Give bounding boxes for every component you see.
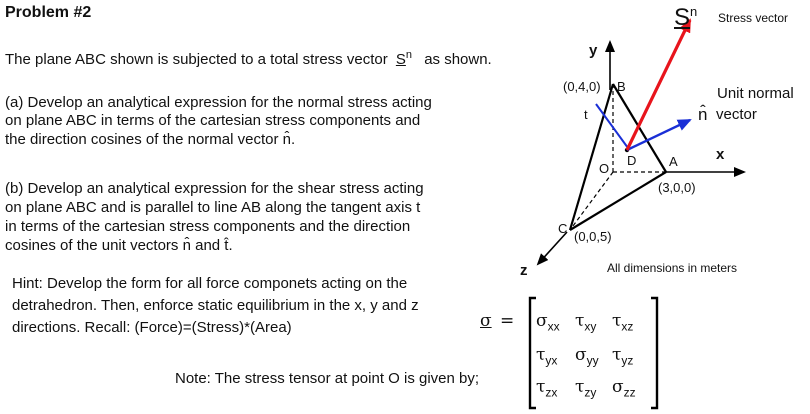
- tensor-cell-symbol: σ: [536, 311, 548, 331]
- part-b-line-3: in terms of the cartesian stress components and the direction: [5, 218, 411, 235]
- part-a-line-3: the direction cosines of the normal vector n̂.: [5, 131, 296, 148]
- tangent-label: t: [584, 107, 588, 122]
- axis-x-label: x: [716, 146, 725, 163]
- tensor-cell-symbol: τ: [612, 345, 622, 365]
- dimensions-note: All dimensions in meters: [607, 261, 738, 275]
- unit-normal-hat: n̂: [698, 105, 708, 124]
- intro-text: The plane ABC shown is subjected to a total stress vector: [5, 51, 388, 68]
- intro-vector-s: S: [395, 51, 406, 68]
- point-B-label: B: [617, 79, 626, 94]
- part-b-line-1: (b) Develop an analytical expression for the shear stress acting: [5, 180, 424, 197]
- part-a-line-2: on plane ABC in terms of the cartesian stress components and: [5, 112, 421, 129]
- tensor-equals: =: [500, 311, 515, 331]
- tensor-cell-subscript: xz: [621, 319, 634, 334]
- point-O-label: O: [599, 161, 610, 176]
- tensor-cell-zx: [536, 379, 557, 401]
- tensor-cell-subscript: zx: [545, 385, 558, 400]
- tensor-cell-subscript: xy: [584, 319, 597, 334]
- hint-line-1: Hint: Develop the form for all force componets acting on the: [12, 275, 408, 292]
- tensor-cell-subscript: yx: [545, 353, 558, 368]
- tensor-cell-symbol: σ: [612, 377, 624, 397]
- tensor-cell-subscript: yz: [621, 353, 634, 368]
- point-D-label: D: [627, 153, 637, 168]
- tensor-cell-symbol: σ: [575, 345, 587, 365]
- tensor-cell-yy: [575, 347, 599, 369]
- problem-title: Problem #2: [5, 4, 92, 21]
- part-a-line-1: (a) Develop an analytical expression for the normal stress acting: [5, 94, 432, 111]
- point-C-label: C: [558, 221, 568, 236]
- tensor-cell-subscript: zy: [584, 385, 597, 400]
- point-C-coord: (0,0,5): [574, 229, 612, 244]
- unit-normal-label-1: Unit normal: [717, 85, 794, 102]
- tensor-cell-subscript: xx: [547, 319, 560, 334]
- point-B-coord: (0,4,0): [563, 79, 601, 94]
- tensor-cell-symbol: τ: [575, 377, 585, 397]
- tensor-cell-symbol: τ: [612, 311, 622, 331]
- unit-normal-label-2: vector: [716, 106, 757, 123]
- tensor-cell-yz: [612, 347, 633, 369]
- tensor-cell-symbol: τ: [536, 377, 546, 397]
- stress-symbol-sup: n: [690, 4, 698, 19]
- note-text: Note: The stress tensor at point O is given by;: [175, 370, 480, 387]
- hint-line-3: directions. Recall: (Force)=(Stress)*(Area): [12, 319, 292, 336]
- part-b-line-4: cosines of the unit vectors n̂ and t̂.: [5, 237, 233, 254]
- stress-vector-caption: Stress vector: [718, 11, 789, 25]
- tensor-cell-symbol: τ: [575, 311, 585, 331]
- tensor-cell-xy: [575, 313, 596, 335]
- intro-vector-sup: n: [405, 49, 413, 61]
- tensor-sigma: σ: [480, 311, 492, 331]
- tensor-cell-subscript: yy: [586, 353, 599, 368]
- point-A-coord: (3,0,0): [658, 180, 696, 195]
- tensor-cell-zy: [575, 379, 596, 401]
- tensor-cell-xx: [536, 313, 560, 335]
- tensor-cell-xz: [612, 313, 633, 335]
- intro-text-end: as shown.: [424, 51, 492, 68]
- tensor-cell-symbol: τ: [536, 345, 546, 365]
- hint-line-2: detrahedron. Then, enforce static equilibrium in the x, y and z: [12, 297, 419, 314]
- tensor-cell-yx: [536, 347, 557, 369]
- axis-y-label: y: [589, 42, 598, 59]
- axis-z-label: z: [520, 262, 528, 279]
- stress-symbol-s: S: [674, 4, 691, 31]
- part-b-line-2: on plane ABC and is parallel to line AB along the tangent axis t: [5, 199, 421, 216]
- tensor-cell-zz: [612, 379, 636, 401]
- point-A-label: A: [669, 154, 678, 169]
- right-bracket: [651, 298, 657, 408]
- tensor-cell-subscript: zz: [623, 385, 636, 400]
